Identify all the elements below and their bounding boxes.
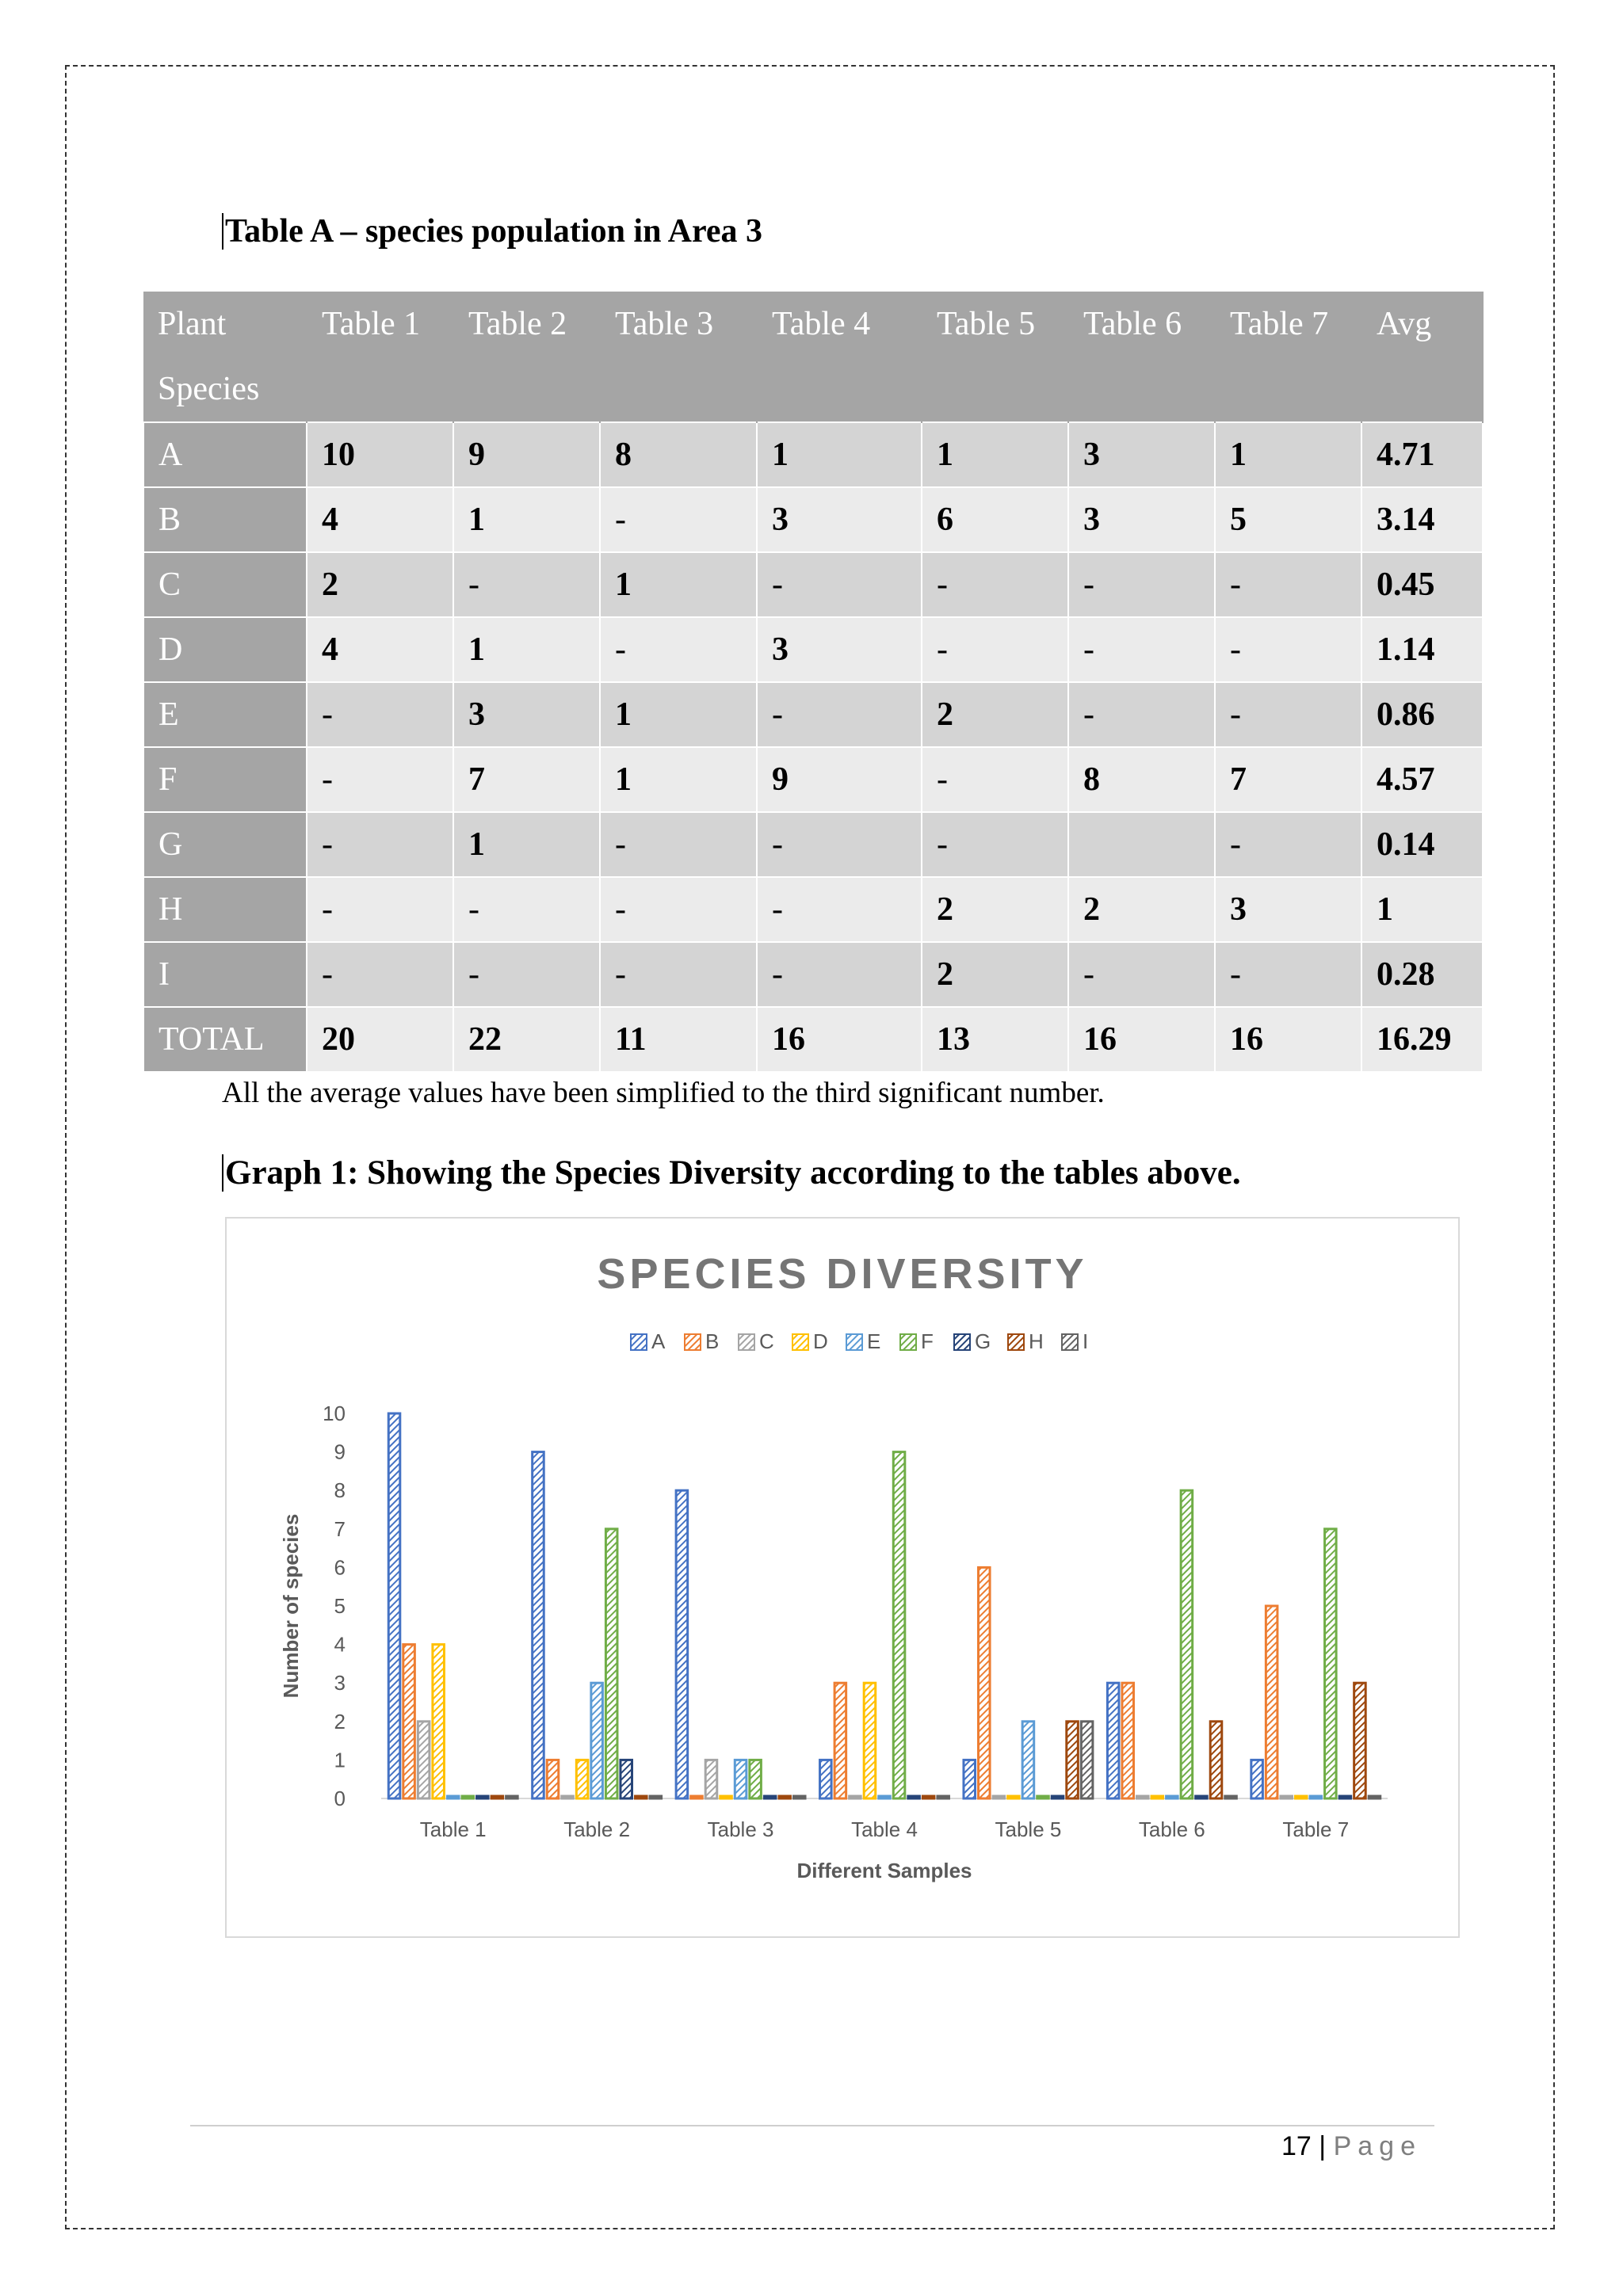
- table-cell: 0.45: [1361, 552, 1483, 617]
- table-row: [143, 747, 1483, 812]
- row-label: G: [143, 812, 307, 877]
- table-cell: 8: [1068, 747, 1215, 812]
- table-cell: 10: [307, 422, 453, 487]
- table-cell: 4.71: [1361, 422, 1483, 487]
- column-header: Avg: [1361, 292, 1483, 422]
- table-cell: -: [922, 747, 1068, 812]
- column-header: Table 2: [453, 292, 600, 422]
- table-cell: -: [1215, 682, 1361, 747]
- table-cell: 2: [922, 877, 1068, 942]
- table-cell: -: [307, 812, 453, 877]
- bar: [1181, 1490, 1193, 1798]
- legend-label: I: [1083, 1329, 1089, 1353]
- table-cell: -: [1068, 942, 1215, 1007]
- table-cell: 1: [453, 487, 600, 552]
- y-tick-label: 9: [334, 1440, 346, 1464]
- bar: [979, 1567, 991, 1798]
- table-cell: 4: [307, 487, 453, 552]
- table-cell: 16: [1068, 1007, 1215, 1072]
- chart-container: [225, 1217, 1460, 1938]
- table-cell: 7: [1215, 747, 1361, 812]
- bar: [636, 1796, 647, 1798]
- bar: [403, 1645, 415, 1798]
- table-cell: 9: [453, 422, 600, 487]
- table-header-row: [143, 292, 1483, 422]
- table-cell: 3: [453, 682, 600, 747]
- table-cell: -: [600, 942, 757, 1007]
- bar: [1210, 1722, 1222, 1798]
- bar: [893, 1452, 905, 1798]
- bar: [576, 1760, 588, 1798]
- x-tick-label: Table 3: [707, 1817, 774, 1841]
- y-tick-label: 5: [334, 1594, 346, 1618]
- legend-label: B: [705, 1329, 720, 1353]
- table-cell: 9: [757, 747, 922, 812]
- legend-label: H: [1029, 1329, 1044, 1353]
- page-footer: [1281, 2131, 1422, 2162]
- table-row: [143, 1007, 1483, 1072]
- bar: [1266, 1606, 1277, 1798]
- bar: [447, 1796, 459, 1798]
- row-label: I: [143, 942, 307, 1007]
- table-body: [143, 422, 1483, 1072]
- y-tick-label: 1: [334, 1748, 346, 1772]
- bar: [388, 1413, 400, 1798]
- page-separator: |: [1319, 2131, 1327, 2161]
- column-header: Table 1: [307, 292, 453, 422]
- row-label: D: [143, 617, 307, 682]
- legend-swatch: [685, 1334, 701, 1350]
- column-header: Table 7: [1215, 292, 1361, 422]
- column-header: Plant Species: [143, 292, 307, 422]
- table-cell: -: [600, 877, 757, 942]
- table-cell: 3.14: [1361, 487, 1483, 552]
- bar: [879, 1796, 891, 1798]
- table-row: [143, 617, 1483, 682]
- bar: [1354, 1683, 1366, 1798]
- legend-label: G: [975, 1329, 991, 1353]
- table-cell: 3: [1215, 877, 1361, 942]
- row-label: C: [143, 552, 307, 617]
- bar: [720, 1796, 732, 1798]
- average-note: All the average values have been simplified to the third significant number.: [222, 1077, 1105, 1109]
- bar: [462, 1796, 474, 1798]
- column-header: Table 3: [600, 292, 757, 422]
- bar: [691, 1796, 703, 1798]
- table-cell: -: [1068, 552, 1215, 617]
- row-label: H: [143, 877, 307, 942]
- x-tick-label: Table 4: [851, 1817, 918, 1841]
- table-cell: 1: [600, 747, 757, 812]
- bar: [1369, 1796, 1381, 1798]
- bar: [1122, 1683, 1134, 1798]
- table-cell: 3: [757, 617, 922, 682]
- bar: [547, 1760, 559, 1798]
- table-cell: [1068, 812, 1215, 877]
- bar: [533, 1452, 544, 1798]
- table-row: [143, 487, 1483, 552]
- table-cell: -: [307, 747, 453, 812]
- x-axis-label: Different Samples: [796, 1859, 972, 1882]
- legend-swatch: [739, 1334, 754, 1350]
- bar: [676, 1490, 688, 1798]
- page-word: Page: [1333, 2131, 1422, 2161]
- bar: [964, 1760, 976, 1798]
- table-cell: -: [600, 487, 757, 552]
- bar: [1251, 1760, 1263, 1798]
- bar: [605, 1529, 617, 1798]
- table-cell: 1.14: [1361, 617, 1483, 682]
- y-tick-label: 10: [323, 1402, 346, 1425]
- table-row: [143, 682, 1483, 747]
- table-cell: 2: [307, 552, 453, 617]
- column-header: Table 5: [922, 292, 1068, 422]
- table-cell: -: [922, 617, 1068, 682]
- table-cell: 1: [757, 422, 922, 487]
- bar: [922, 1796, 934, 1798]
- x-tick-label: Table 5: [995, 1817, 1062, 1841]
- table-cell: 6: [922, 487, 1068, 552]
- table-row: [143, 812, 1483, 877]
- column-header: Table 4: [757, 292, 922, 422]
- table-cell: -: [922, 552, 1068, 617]
- table-row: [143, 877, 1483, 942]
- row-label: A: [143, 422, 307, 487]
- legend-swatch: [792, 1334, 808, 1350]
- table-cell: 7: [453, 747, 600, 812]
- legend-swatch: [846, 1334, 862, 1350]
- bar: [1081, 1722, 1093, 1798]
- table-cell: -: [1215, 552, 1361, 617]
- table-cell: -: [1215, 812, 1361, 877]
- y-tick-label: 2: [334, 1709, 346, 1733]
- row-label: E: [143, 682, 307, 747]
- legend-label: D: [813, 1329, 828, 1353]
- bar: [750, 1760, 762, 1798]
- bar: [864, 1683, 876, 1798]
- legend-swatch: [631, 1334, 647, 1350]
- footer-rule: [190, 2125, 1434, 2126]
- x-tick-label: Table 2: [563, 1817, 631, 1841]
- legend-swatch: [954, 1334, 970, 1350]
- table-cell: 16: [1215, 1007, 1361, 1072]
- bar: [562, 1796, 574, 1798]
- bar: [850, 1796, 861, 1798]
- table-cell: -: [1068, 682, 1215, 747]
- table-cell: 1: [1215, 422, 1361, 487]
- bar: [1107, 1683, 1119, 1798]
- bar: [621, 1760, 632, 1798]
- table-cell: -: [307, 877, 453, 942]
- y-tick-label: 6: [334, 1555, 346, 1580]
- table-row: [143, 422, 1483, 487]
- table-cell: 0.14: [1361, 812, 1483, 877]
- y-tick-label: 7: [334, 1516, 346, 1541]
- bar: [650, 1796, 662, 1798]
- table-cell: 3: [1068, 487, 1215, 552]
- legend-swatch: [1008, 1334, 1024, 1350]
- table-cell: -: [453, 877, 600, 942]
- table-cell: -: [757, 942, 922, 1007]
- y-axis-label: Number of species: [279, 1513, 303, 1699]
- bar: [1225, 1796, 1237, 1798]
- table-cell: 1: [922, 422, 1068, 487]
- bar: [1167, 1796, 1178, 1798]
- table-cell: -: [757, 552, 922, 617]
- table-cell: 16: [757, 1007, 922, 1072]
- bar: [591, 1683, 603, 1798]
- bar: [1281, 1796, 1293, 1798]
- bar: [477, 1796, 489, 1798]
- page-number: 17: [1281, 2131, 1312, 2161]
- chart-title: SPECIES DIVERSITY: [597, 1250, 1088, 1298]
- table-cell: 3: [1068, 422, 1215, 487]
- bar: [1067, 1722, 1079, 1798]
- bar: [1052, 1796, 1064, 1798]
- table-cell: -: [600, 812, 757, 877]
- bar: [418, 1722, 430, 1798]
- table-cell: 20: [307, 1007, 453, 1072]
- bar: [1196, 1796, 1208, 1798]
- table-cell: 0.28: [1361, 942, 1483, 1007]
- y-tick-label: 8: [334, 1478, 346, 1503]
- bar: [705, 1760, 717, 1798]
- legend-label: A: [651, 1329, 666, 1353]
- graph-heading: Graph 1: Showing the Species Diversity according to the tables above.: [222, 1154, 1241, 1192]
- bar: [1325, 1529, 1337, 1798]
- species-diversity-chart: [227, 1219, 1458, 1936]
- table-cell: 8: [600, 422, 757, 487]
- legend-label: E: [867, 1329, 881, 1353]
- bar: [735, 1760, 747, 1798]
- table-cell: 1: [600, 682, 757, 747]
- table-cell: 0.86: [1361, 682, 1483, 747]
- table-cell: 3: [757, 487, 922, 552]
- table-row: [143, 552, 1483, 617]
- table-cell: -: [757, 812, 922, 877]
- bar: [1037, 1796, 1049, 1798]
- legend-label: F: [921, 1329, 934, 1353]
- bar: [779, 1796, 791, 1798]
- table-cell: 16.29: [1361, 1007, 1483, 1072]
- x-tick-label: Table 7: [1282, 1817, 1350, 1841]
- table-cell: 2: [922, 682, 1068, 747]
- table-cell: -: [1215, 617, 1361, 682]
- table-cell: 11: [600, 1007, 757, 1072]
- table-cell: 4.57: [1361, 747, 1483, 812]
- bar: [506, 1796, 518, 1798]
- bar: [1310, 1796, 1322, 1798]
- table-cell: 2: [922, 942, 1068, 1007]
- bar: [793, 1796, 805, 1798]
- table-cell: -: [453, 942, 600, 1007]
- table-row: [143, 942, 1483, 1007]
- x-tick-label: Table 6: [1138, 1817, 1205, 1841]
- bar: [908, 1796, 920, 1798]
- table-cell: -: [922, 812, 1068, 877]
- bar: [1136, 1796, 1148, 1798]
- row-label: F: [143, 747, 307, 812]
- table-cell: 1: [453, 812, 600, 877]
- table-cell: -: [757, 682, 922, 747]
- table-cell: -: [307, 682, 453, 747]
- table-cell: 22: [453, 1007, 600, 1072]
- table-cell: 1: [453, 617, 600, 682]
- column-header: Table 6: [1068, 292, 1215, 422]
- table-cell: 1: [1361, 877, 1483, 942]
- legend-label: C: [759, 1329, 774, 1353]
- row-label: B: [143, 487, 307, 552]
- y-tick-label: 0: [334, 1787, 346, 1810]
- bar: [820, 1760, 832, 1798]
- species-population-table: [143, 292, 1484, 1073]
- bar: [1339, 1796, 1351, 1798]
- table-cell: 5: [1215, 487, 1361, 552]
- bar: [491, 1796, 503, 1798]
- y-tick-label: 4: [334, 1632, 346, 1657]
- bar: [1022, 1722, 1034, 1798]
- table-cell: -: [757, 877, 922, 942]
- table-cell: 2: [1068, 877, 1215, 942]
- row-label: TOTAL: [143, 1007, 307, 1072]
- bar: [1151, 1796, 1163, 1798]
- table-cell: 4: [307, 617, 453, 682]
- bar: [993, 1796, 1005, 1798]
- table-cell: -: [1215, 942, 1361, 1007]
- bar: [764, 1796, 776, 1798]
- table-cell: -: [453, 552, 600, 617]
- legend-swatch: [1062, 1334, 1078, 1350]
- bar: [1295, 1796, 1307, 1798]
- y-tick-label: 3: [334, 1671, 346, 1695]
- legend-swatch: [900, 1334, 916, 1350]
- bar: [938, 1796, 949, 1798]
- bar: [1008, 1796, 1020, 1798]
- table-heading: Table A – species population in Area 3: [222, 212, 762, 250]
- table-cell: -: [307, 942, 453, 1007]
- table-cell: 1: [600, 552, 757, 617]
- x-tick-label: Table 1: [419, 1817, 487, 1841]
- bar: [834, 1683, 846, 1798]
- table-cell: 13: [922, 1007, 1068, 1072]
- bar: [433, 1645, 445, 1798]
- table-cell: -: [600, 617, 757, 682]
- table-cell: -: [1068, 617, 1215, 682]
